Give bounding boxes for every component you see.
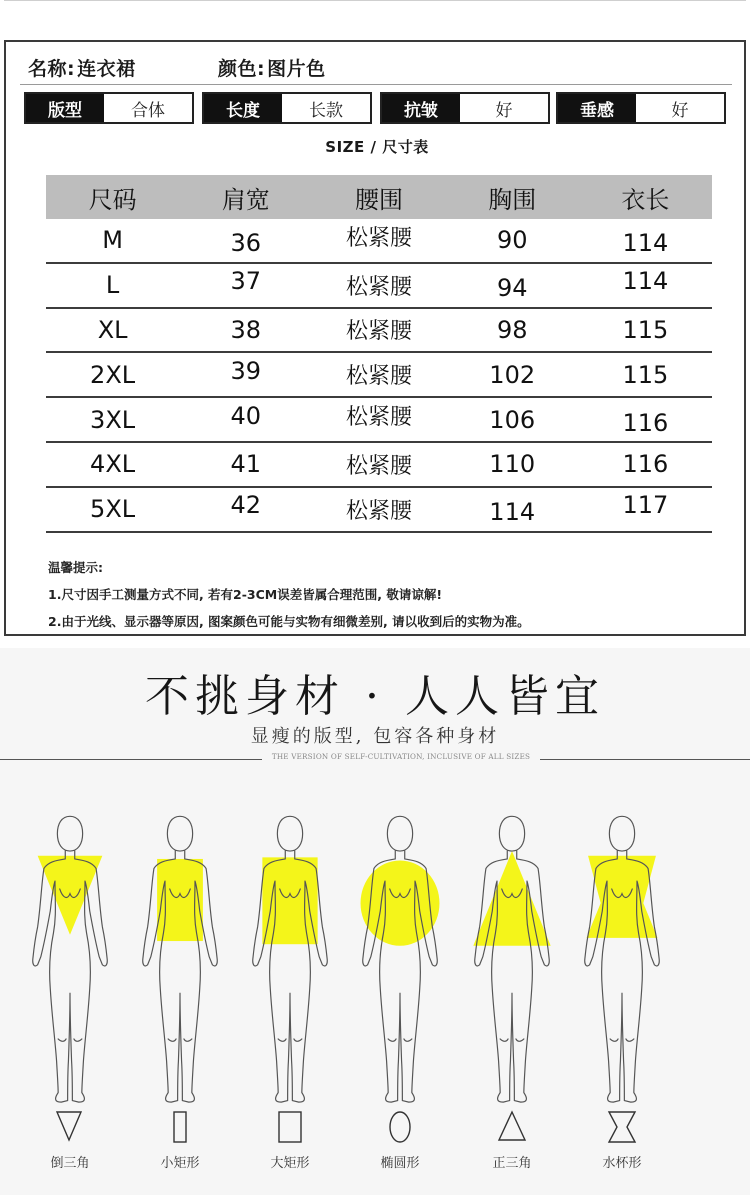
cell-bust: 102 bbox=[489, 360, 536, 389]
cell-waist: 松紧腰 bbox=[346, 453, 413, 479]
tip-item: 1.尺寸因手工测量方式不同, 若有2-3CM误差皆属合理范围, 敬请谅解! bbox=[48, 587, 443, 602]
cell-size: 3XL bbox=[90, 405, 136, 434]
large-rectangle-icon bbox=[273, 1110, 307, 1144]
attribute-wrinkle bbox=[380, 92, 550, 124]
body-figure bbox=[457, 810, 567, 1195]
triangle-icon bbox=[495, 1110, 529, 1144]
cell-waist: 松紧腰 bbox=[346, 364, 413, 390]
cell-size: XL bbox=[97, 315, 128, 344]
divider-right bbox=[540, 759, 750, 760]
cell-length: 117 bbox=[622, 491, 669, 520]
attribute-fit bbox=[24, 92, 194, 124]
body-shape-label: 水杯形 bbox=[602, 1156, 642, 1171]
cell-waist: 松紧腰 bbox=[346, 274, 413, 300]
size-table-header bbox=[46, 175, 712, 219]
body-shape-label: 正三角 bbox=[492, 1156, 532, 1171]
color-label: 颜色: bbox=[218, 57, 266, 80]
cell-length: 115 bbox=[622, 360, 669, 389]
cell-waist: 松紧腰 bbox=[346, 498, 413, 524]
small-rectangle-icon bbox=[163, 1110, 197, 1144]
body-silhouette bbox=[125, 810, 235, 1110]
body-shape-label: 小矩形 bbox=[160, 1156, 200, 1171]
cell-shoulder: 42 bbox=[230, 491, 262, 520]
attribute-value: 好 bbox=[495, 100, 513, 121]
cell-size: 2XL bbox=[90, 360, 136, 389]
body-figure bbox=[567, 810, 677, 1195]
header-size: 尺码 bbox=[88, 185, 137, 214]
cell-shoulder: 37 bbox=[230, 267, 262, 296]
color-value: 图片色 bbox=[267, 57, 326, 80]
header-shoulder: 肩宽 bbox=[221, 185, 270, 214]
table-row bbox=[46, 219, 712, 264]
attribute-value: 合体 bbox=[131, 100, 165, 121]
header-waist: 腰围 bbox=[355, 185, 403, 214]
header-bust: 胸围 bbox=[488, 185, 537, 214]
name-value: 连衣裙 bbox=[77, 57, 136, 80]
body-silhouette bbox=[15, 810, 125, 1110]
attribute-value: 长款 bbox=[309, 100, 343, 121]
cell-waist: 松紧腰 bbox=[346, 225, 413, 251]
table-row bbox=[46, 309, 712, 354]
body-silhouette bbox=[345, 810, 455, 1110]
size-info-panel bbox=[4, 40, 746, 636]
top-divider bbox=[4, 0, 746, 1]
cell-size: 5XL bbox=[90, 495, 136, 524]
attribute-drape bbox=[556, 92, 726, 124]
attribute-key: 抗皱 bbox=[382, 94, 460, 122]
attribute-key: 长度 bbox=[204, 94, 282, 122]
promo-subtitle: 显瘦的版型, 包容各种身材 bbox=[250, 726, 500, 747]
inverted-triangle-icon bbox=[53, 1110, 87, 1144]
cell-shoulder: 40 bbox=[230, 401, 262, 430]
cell-length: 114 bbox=[622, 267, 669, 296]
cell-size: M bbox=[102, 226, 123, 255]
cell-shoulder: 41 bbox=[230, 450, 262, 479]
info-divider bbox=[20, 84, 732, 85]
body-shape-label: 倒三角 bbox=[50, 1156, 90, 1171]
body-figure bbox=[125, 810, 235, 1195]
cell-waist: 松紧腰 bbox=[346, 405, 413, 431]
cell-shoulder: 39 bbox=[230, 356, 262, 385]
cell-bust: 90 bbox=[496, 226, 528, 255]
hourglass-icon bbox=[605, 1110, 639, 1144]
body-silhouette bbox=[235, 810, 345, 1110]
table-row bbox=[46, 398, 712, 443]
cell-shoulder: 36 bbox=[230, 229, 262, 258]
table-row bbox=[46, 488, 712, 533]
attribute-value: 好 bbox=[671, 100, 689, 121]
promo-title: 不挑身材 · 人人皆宜 bbox=[145, 671, 605, 722]
cell-length: 116 bbox=[622, 408, 669, 437]
promo-english: THE VERSION OF SELF-CULTIVATION, INCLUSIVE OF ALL SIZES bbox=[271, 752, 531, 761]
body-shape-label: 大矩形 bbox=[270, 1156, 310, 1171]
body-shape-label: 椭圆形 bbox=[380, 1156, 420, 1171]
cell-bust: 94 bbox=[496, 274, 528, 303]
attribute-key: 垂感 bbox=[558, 94, 636, 122]
table-row bbox=[46, 443, 712, 488]
body-figure bbox=[235, 810, 345, 1195]
tips-title: 温馨提示: bbox=[48, 560, 103, 575]
cell-size: 4XL bbox=[90, 450, 136, 479]
cell-length: 116 bbox=[622, 450, 669, 479]
body-figure bbox=[345, 810, 455, 1195]
tip-item: 2.由于光线、显示器等原因, 图案颜色可能与实物有细微差别, 请以收到后的实物为准。 bbox=[48, 614, 530, 629]
cell-shoulder: 38 bbox=[230, 315, 262, 344]
cell-length: 115 bbox=[622, 315, 669, 344]
cell-length: 114 bbox=[622, 229, 669, 258]
cell-size: L bbox=[105, 271, 120, 300]
cell-bust: 98 bbox=[496, 315, 528, 344]
attribute-key: 版型 bbox=[26, 94, 104, 122]
cell-bust: 114 bbox=[489, 498, 536, 527]
attribute-length bbox=[202, 92, 372, 124]
body-figure bbox=[15, 810, 125, 1195]
oval-icon bbox=[383, 1110, 417, 1144]
cell-bust: 106 bbox=[489, 405, 536, 434]
product-info-row bbox=[28, 52, 326, 82]
size-table-body bbox=[46, 219, 712, 533]
table-row bbox=[46, 264, 712, 309]
divider-left bbox=[0, 759, 262, 760]
tips-section bbox=[48, 558, 530, 639]
table-row bbox=[46, 353, 712, 398]
header-length: 衣长 bbox=[621, 185, 670, 214]
body-silhouette bbox=[457, 810, 567, 1110]
cell-bust: 110 bbox=[489, 450, 536, 479]
size-chart-title: SIZE / 尺寸表 bbox=[325, 138, 429, 156]
body-silhouette bbox=[567, 810, 677, 1110]
name-label: 名称: bbox=[28, 57, 76, 80]
size-table bbox=[46, 175, 712, 533]
cell-waist: 松紧腰 bbox=[346, 319, 413, 345]
